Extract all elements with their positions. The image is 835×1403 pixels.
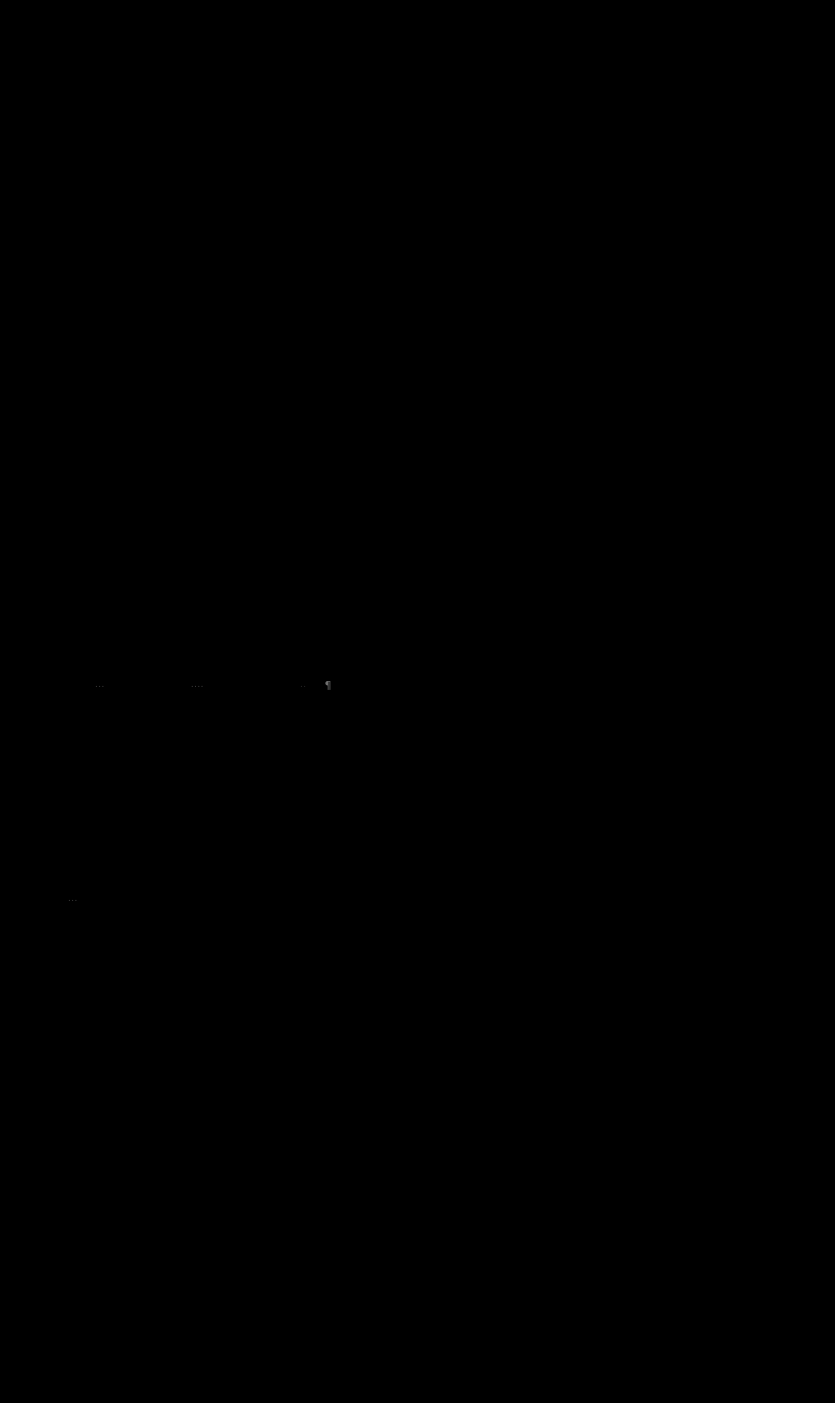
faint-text-segment-3: .. bbox=[299, 679, 307, 690]
faint-text-segment-4: ... bbox=[68, 893, 78, 904]
faint-text-row-lower bbox=[68, 893, 78, 905]
faint-text-row-main bbox=[95, 679, 332, 691]
faint-text-segment-2: .... bbox=[190, 679, 204, 690]
paragraph-mark-icon: ¶ bbox=[324, 678, 333, 692]
faint-text-segment-1: ... bbox=[95, 679, 105, 690]
